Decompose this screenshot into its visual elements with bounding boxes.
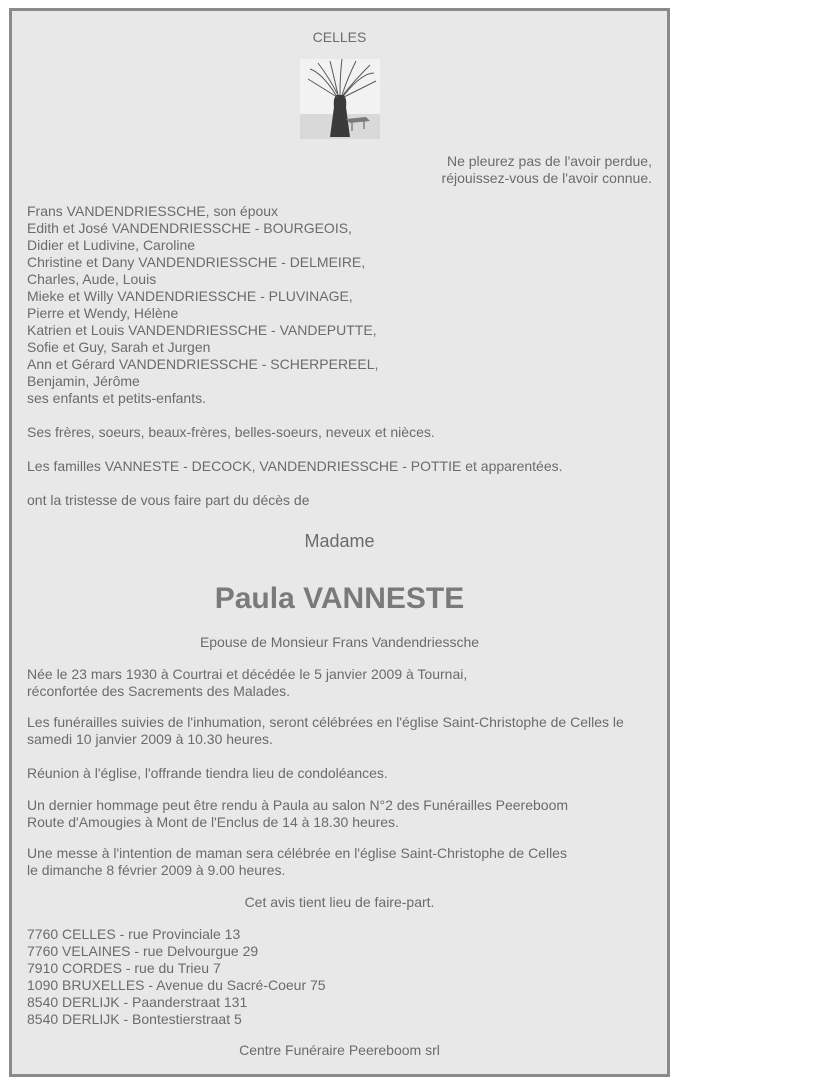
- announce-line: ont la tristesse de vous faire part du décès de: [27, 492, 310, 508]
- text-line: Route d'Amougies à Mont de l'Enclus de 14 à 18.30 heures.: [27, 814, 399, 830]
- family-line: Benjamin, Jérôme: [27, 373, 140, 389]
- text-line: Née le 23 mars 1930 à Courtrai et décédée le 5 janvier 2009 à Tournai,: [27, 666, 468, 682]
- text-line: le dimanche 8 février 2009 à 9.00 heures.: [27, 862, 286, 878]
- family-line: Charles, Aude, Louis: [27, 271, 157, 287]
- birth-death-paragraph: [27, 666, 652, 700]
- family-line: Mieke et Willy VANDENDRIESSCHE - PLUVINAGE,: [27, 288, 353, 304]
- address-line: 7760 VELAINES - rue Delvourgue 29: [27, 943, 259, 959]
- quote-line: Ne pleurez pas de l'avoir perdue,: [446, 153, 652, 169]
- obituary-card: [9, 8, 670, 1077]
- text-line: Les funérailles suivies de l'inhumation, seront célébrées en l'église Saint-Christophe de Celles le: [27, 714, 624, 730]
- family-line: Pierre et Wendy, Hélène: [27, 305, 179, 321]
- family-line: Ann et Gérard VANDENDRIESSCHE - SCHERPEREEL,: [27, 356, 379, 372]
- willow-tree-photo-icon: [300, 59, 380, 139]
- family-line: Didier et Ludivine, Caroline: [27, 237, 196, 253]
- siblings-line: Ses frères, soeurs, beaux-frères, belles-soeurs, neveux et nièces.: [27, 424, 435, 440]
- address-line: 7910 CORDES - rue du Trieu 7: [27, 960, 221, 976]
- family-line: Frans VANDENDRIESSCHE, son époux: [27, 203, 279, 219]
- spouse-line: Epouse de Monsieur Frans Vandendriessche: [199, 634, 480, 650]
- funeral-home-line: Centre Funéraire Peereboom srl: [239, 1042, 440, 1058]
- address-line: 8540 DERLIJK - Paanderstraat 131: [27, 994, 248, 1010]
- deceased-title: Madame: [304, 531, 375, 551]
- text-line: Une messe à l'intention de maman sera célébrée en l'église Saint-Christophe de Celles: [27, 845, 567, 861]
- address-line: 7760 CELLES - rue Provinciale 13: [27, 926, 241, 942]
- reunion-line: Réunion à l'église, l'offrande tiendra lieu de condoléances.: [27, 765, 388, 781]
- text-line: Un dernier hommage peut être rendu à Paula au salon N°2 des Funérailles Peereboom: [27, 797, 569, 813]
- family-line: Sofie et Guy, Sarah et Jurgen: [27, 339, 211, 355]
- address-line: 8540 DERLIJK - Bontestierstraat 5: [27, 1011, 242, 1027]
- deceased-name: Paula VANNESTE: [214, 582, 465, 615]
- family-line: Christine et Dany VANDENDRIESSCHE - DELMEIRE,: [27, 254, 366, 270]
- family-list: [27, 203, 378, 407]
- notice-line: Cet avis tient lieu de faire-part.: [244, 894, 435, 910]
- homage-paragraph: [27, 797, 652, 831]
- address-line: 1090 BRUXELLES - Avenue du Sacré-Coeur 75: [27, 977, 326, 993]
- quote: [27, 153, 652, 187]
- text-line: samedi 10 janvier 2009 à 10.30 heures.: [27, 731, 273, 747]
- mass-paragraph: [27, 845, 652, 879]
- quote-line: réjouissez-vous de l'avoir connue.: [441, 170, 652, 186]
- family-line: Edith et José VANDENDRIESSCHE - BOURGEOIS,: [27, 220, 352, 236]
- families-line: Les familles VANNESTE - DECOCK, VANDENDRIESSCHE - POTTIE et apparentées.: [27, 458, 563, 474]
- family-line: ses enfants et petits-enfants.: [27, 390, 206, 406]
- address-list: [27, 926, 652, 1028]
- funeral-paragraph: [27, 714, 652, 748]
- obituary-content: [27, 11, 652, 1074]
- locality-heading: CELLES: [312, 29, 367, 45]
- family-line: Katrien et Louis VANDENDRIESSCHE - VANDEPUTTE,: [27, 322, 377, 338]
- text-line: réconfortée des Sacrements des Malades.: [27, 683, 291, 699]
